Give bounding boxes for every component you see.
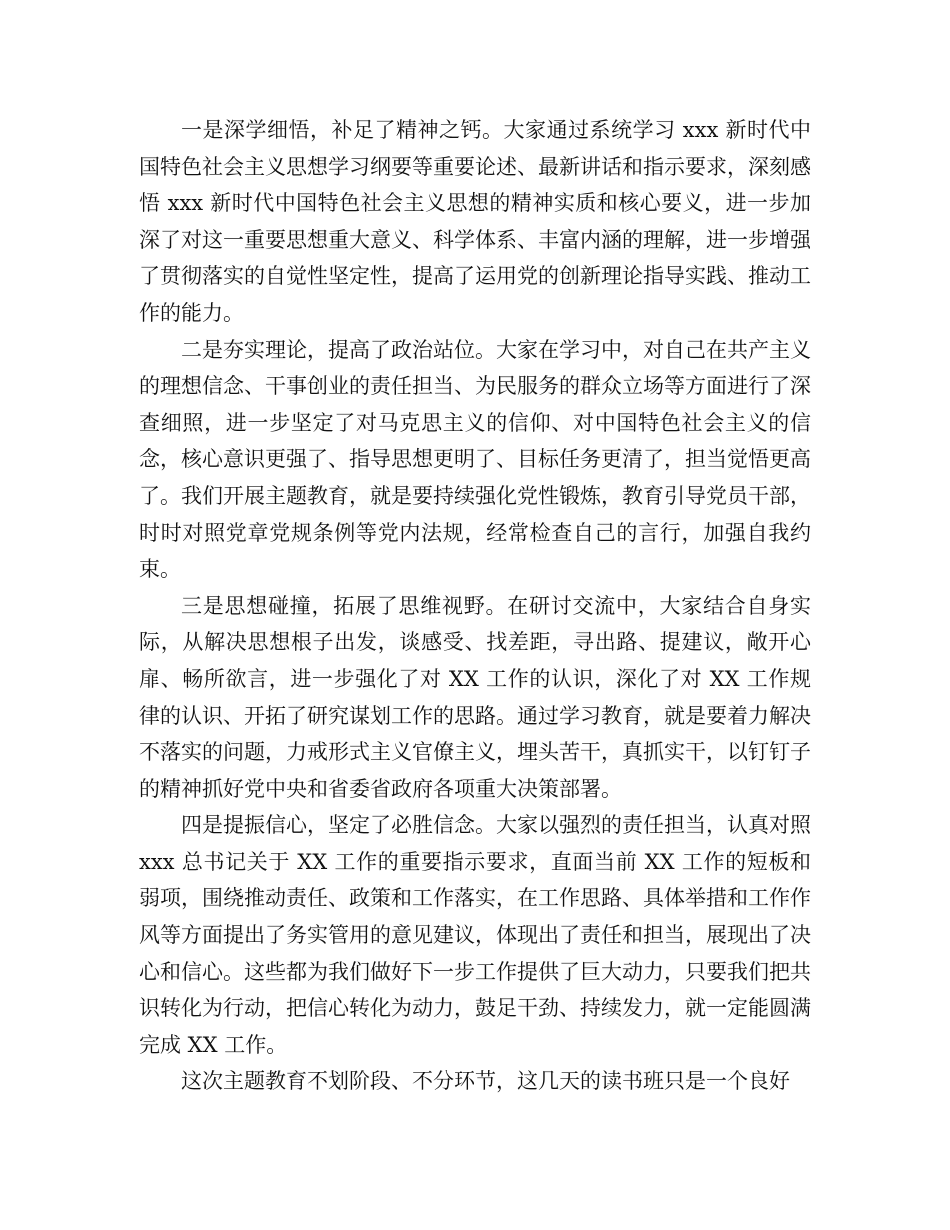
paragraph-3: 三是思想碰撞，拓展了思维视野。在研讨交流中，大家结合自身实际，从解决思想根子出发，谈感受、找差距，寻出路、提建议，敞开心扉、畅所欲言，进一步强化了对 XX 工作的认识，深化了对 XX 工作规律的认识、开拓了研究谋划工作的思路。通过学习教育，就是要着力解决不落实的问题，力戒形式主义官僚主义，埋头苦干，真抓实干，以钉钉子的精神抓好党中央和省委省政府各项重大决策部署。 [139, 593, 811, 801]
paragraph-4: 四是提振信心，坚定了必胜信念。大家以强烈的责任担当，认真对照 xxx 总书记关于 XX 工作的重要指示要求，直面当前 XX 工作的短板和弱项，围绕推动责任、政策和工作落实，在工作思路、具体举措和工作作风等方面提出了务实管用的意见建议，体现出了责任和担当，展现出了决心和信心。这些都为我们做好下一步工作提供了巨大动力，只要我们把共识转化为行动，把信心转化为动力，鼓足干劲、持续发力，就一定能圆满完成 XX 工作。 [139, 813, 811, 1057]
paragraph-5: 这次主题教育不划阶段、不分环节，这几天的读书班只是一个良好 [181, 1069, 790, 1094]
paragraph-1: 一是深学细悟，补足了精神之钙。大家通过系统学习 xxx 新时代中国特色社会主义思想学习纲要等重要论述、最新讲话和指示要求，深刻感悟 xxx 新时代中国特色社会主义思想的精神实质和核心要义，进一步加深了对这一重要思想重大意义、科学体系、丰富内涵的理解，进一步增强了贯彻落实的自觉性坚定性，提高了运用党的创新理论指导实践、推动工作的能力。 [139, 118, 811, 325]
paragraph-2: 二是夯实理论，提高了政治站位。大家在学习中，对自己在共产主义的理想信念、干事创业的责任担当、为民服务的群众立场等方面进行了深查细照，进一步坚定了对马克思主义的信仰、对中国特色社会主义的信念，核心意识更强了、指导思想更明了、目标任务更清了，担当觉悟更高了。我们开展主题教育，就是要持续强化党性锻炼，教育引导党员干部，时时对照党章党规条例等党内法规，经常检查自己的言行，加强自我约束。 [139, 337, 811, 582]
document-body [139, 112, 811, 1100]
